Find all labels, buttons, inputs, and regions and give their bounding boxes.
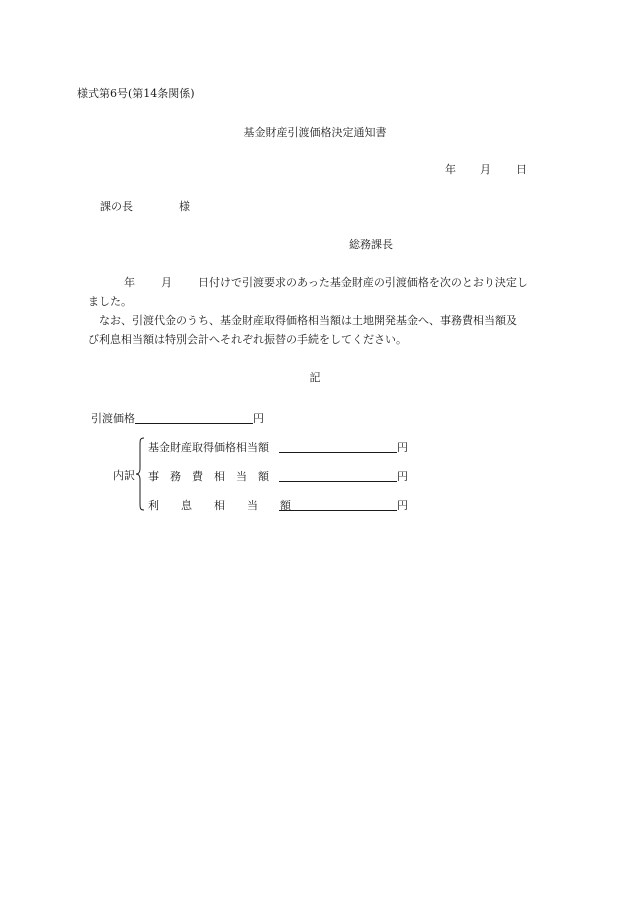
breakdown-label-admin: 事 務 費 相 当 額 <box>148 470 269 483</box>
body-paragraph-2-line2: び利息相当額は特別会計へそれぞれ振替の手続をしてください。 <box>88 333 407 346</box>
date-month-label: 月 <box>480 163 491 176</box>
breakdown-label-interest: 利 息 相 当 額 <box>148 499 291 512</box>
breakdown-blank-line <box>279 469 397 482</box>
body-month-label: 月 <box>161 276 172 289</box>
body-year-label: 年 <box>124 276 135 289</box>
breakdown-blank-line <box>279 498 397 511</box>
date-day-label: 日 <box>516 163 527 176</box>
breakdown-unit: 円 <box>397 441 408 454</box>
price-label: 引渡価格 <box>91 412 135 425</box>
price-row <box>91 410 264 426</box>
body-paragraph-1-text: 日付けで引渡要求のあった基金財産の引渡価格を次のとおり決定し <box>198 276 528 289</box>
breakdown-row-interest <box>148 497 408 513</box>
addressee-honorific: 様 <box>179 200 190 213</box>
body-paragraph-1-cont: ました。 <box>88 295 132 308</box>
date-year-label: 年 <box>445 163 456 176</box>
addressee-name: 課の長 <box>100 200 133 213</box>
breakdown-label-acquisition: 基金財産取得価格相当額 <box>148 441 269 454</box>
breakdown-unit: 円 <box>397 470 408 483</box>
sender: 総務課長 <box>349 238 393 251</box>
brace-icon <box>135 437 145 511</box>
breakdown-row-acquisition <box>148 439 408 455</box>
date-line <box>445 161 527 177</box>
breakdown-label: 内訳 <box>113 469 135 482</box>
breakdown-unit: 円 <box>397 499 408 512</box>
body-paragraph-1 <box>88 273 558 292</box>
price-unit: 円 <box>253 412 264 425</box>
document-title: 基金財産引渡価格決定通知書 <box>243 126 387 139</box>
breakdown-blank-line <box>279 440 397 453</box>
body-paragraph-2 <box>88 311 558 330</box>
body-paragraph-2-line1: なお、引渡代金のうち、基金財産取得価格相当額は土地開発基金へ、事務費相当額及 <box>99 314 517 327</box>
price-blank-line <box>135 411 253 424</box>
form-number: 様式第6号(第14条関係) <box>77 87 195 100</box>
body-text <box>88 273 558 349</box>
breakdown-row-admin <box>148 468 408 484</box>
addressee <box>100 198 190 214</box>
ki-heading: 記 <box>309 371 321 384</box>
